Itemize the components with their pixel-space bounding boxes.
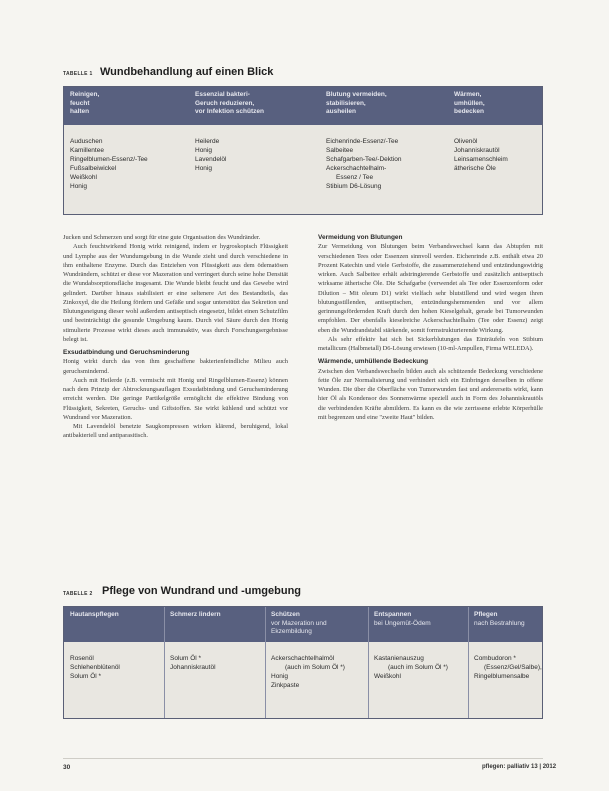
table-1-label: TABELLE 1 [63,71,93,77]
table-1 [63,86,543,215]
table-1-cell: ätherische Öle [454,164,496,172]
section-heading: Wärmende, umhüllende Bedeckung [318,358,429,366]
journal-name: pflegen: palliativ 13 | 2012 [482,764,557,770]
paragraph: Zur Vermeidung von Blutungen beim Verbandswechsel kann das Abtupfen mit verschiedenen Tees oder Essenzen sinnvoll werden. Eichenrinde z.B. enthält etwa 20 Prozent Katechin und viele Gerbstoffe, die zusammenziehend und entzündungswidrig wirken. Auch Salbeitee erhält adstringierende Gerbstoffe und zusätzlich antiseptisch wirksame ätherische Öle. Die Schafgarbe (verwendet als Tee oder Essenzenform oder Dilution – Mit oleum D1) wirkt vielfach sehr blutstillend und wird wegen ihren blutungsstillenden, antiseptischen, entzündungshemmenden und vor allem gerinnungsfördernden Kraft durch den hohen Kieselgehalt, gerade bei Tumorwunden empfohlen. Der ebenfalls kieselreiche Ackerschachtelhalm (Tee oder Essenz) zeigt eben die Wundrandstabil stärkende, somit formstrukturierende Wirkung. [318,243,543,334]
table-1-cell: Johanniskrautöl [454,146,500,154]
footer-rule [63,758,543,759]
table-2-cell: Weißkohl [374,672,401,680]
column-divider [265,607,266,718]
table-2-column [474,655,542,682]
table-2-header-cell: Entspannen bei Ungemüt-Ödem [374,611,431,627]
paragraph: Als sehr effektiv hat sich bei Sickerblutungen das Einträufeln von Stibium metallicum (Halbmetall) D6-Lösung erwiesen (10-ml-Ampullen, Firma WELEDA). [318,335,543,352]
paragraph: Auch feuchtwirkend Honig wirkt reinigend, indem er hygroskopisch Flüssigkeit und Lymphe aus der Wundumgebung in die Wunde zieht und durch verschiedene in ihm enthaltene Enzyme. Durch das Entziehen von Flüssigkeit aus dem ödematösen Wundrändern, schützt er diese vor Mazeration und verringert durch seine hohe Densität die Wundabsorptionsfläche insgesamt. Die Wunde bleibt feucht und das Gewebe wird gelindert. Darüber hinaus stabilisiert er eine seltenere Art des Bestandteils, das Zinkoxyd, die die Heilung fördern und Gefäße und sogar unterstützt das Sekretion und Blutungsneigung dieser wohl außerdem antiseptisch eingesetzt, bildet einen Schutzfilm und beeinträchtigt die gesunde Umgebung kaum. Durch viel Säure durch den Honig stimulierte Prozesse wirkt dieses auch immunaktiv, was durch Forschungsergebnisse belegt ist. [63,243,288,343]
column-divider [468,607,469,718]
table-2-column [170,655,216,673]
body-column-left [63,233,288,441]
table-1-cell: Honig [70,182,87,190]
table-2-column [271,655,345,691]
table-1-cell: Honig [195,164,212,172]
table-2-cell: Honig [271,672,288,680]
table-2-title: Pflege von Wundrand und -umgebung [102,585,302,597]
table-2-cell: Combudoron * [474,655,516,662]
table-1-cell: Lavendelöl [195,155,227,163]
table-2-cell: Kastanienauszug [374,655,424,662]
table-2-header-cell: Schmerz lindern [170,611,221,618]
table-1-cell: Fußsalbeiwickel [70,164,117,172]
table-2-header-cell: Schützen vor Mazeration und Ekzembildung [271,611,327,635]
table-1-column [326,138,402,191]
table-2-column [374,655,448,682]
table-1-cell: Salbeitee [326,146,354,154]
table-2 [63,606,543,719]
table-1-cell: Ringelblumen-Essenz/-Tee [70,155,148,163]
table-2-cell: Solum Öl * [170,655,202,662]
table-1-cell: Kamillentee [70,146,104,154]
table-2-cell: (auch im Solum Öl *) [388,663,448,671]
paragraph: Honig wirkt durch das von ihm geschaffene bakterienfeindliche Milieu auch geruchsmindernd. [63,358,288,375]
paragraph: Auch mit Heilerde (z.B. vermischt mit Honig und Ringelblumen-Essenz) können nach dem Prinzip der Abtrocknungsauflagen Exsudatbindung und Geruchsminderung erreicht werden. Die geringe Partikelgröße ermöglicht die effektive Bindung von Flüssigkeit, Sekreten, Geruchs- und Giftstoffen. Sie wirkt kühlend und schützt vor Wundrand vor Mazeration. [63,376,288,421]
table-2-header-cell: Pflegen nach Bestrahlung [474,611,525,627]
page-number: 30 [63,764,71,771]
table-1-header-cell: Essenzial bakteri- Geruch reduzieren, vor Infektion schützen [195,91,264,115]
table-2-cell: (Essenz/Gel/Salbe), [484,663,542,671]
table-2-cell: Ackerschachtelhalmöl [271,655,335,662]
table-1-cell: Weißkohl [70,173,97,181]
table-2-cell: Ringelblumensalbe [474,672,530,680]
table-1-cell: Ackerschachtelhalm- [326,164,387,172]
table-1-cell: Schafgarben-Tee/-Dektion [326,155,402,163]
paragraph: Zwischen den Verbandswechseln bilden auch als schützende Bedeckung verschiedene fette Öle zur Normalisierung und verhindert sich ein Einbringen derselben in offene Wunden. Die über die Oberfläche von Tumorwunden fast und andererseits wirkt, kann hier Öl als Kondensor des Sonnenwärme speziell auch in Form des Johanniskrautöls die verbindenden Kräfte abmildern. Es kann es die wie zerrissene erlebte Körperhülle mit begrenzen und eine "zweite Haut" bilden. [318,367,543,421]
table-1-header-cell: Wärmen, umhüllen, bedecken [454,91,485,115]
table-1-cell: Leinsamenschleim [454,155,508,163]
section-heading: Vermeidung von Blutungen [318,234,403,241]
table-2-header-cell: Hautanspflegen [70,611,119,618]
table-2-label: TABELLE 2 [63,591,93,597]
table-1-header [64,87,542,125]
table-1-column [454,138,508,174]
body-column-right [318,233,543,422]
table-1-cell: Eichenrinde-Essenz/-Tee [326,138,399,145]
table-1-cell: Auduschen [70,138,103,145]
table-2-cell: Schlehenblütenöl [70,663,120,671]
table-1-cell: Honig [195,146,212,154]
table-2-cell: (auch im Solum Öl *) [285,663,345,671]
table-2-cell: Solum Öl * [70,672,102,680]
table-1-header-cell: Blutung vermeiden, stabilisieren, ausheilen [326,91,387,115]
table-1-column [70,138,148,191]
table-1-column [195,138,226,174]
table-1-cell: Olivenöl [454,138,478,145]
table-2-column [70,655,120,682]
table-1-cell: Stibium D6-Lösung [326,182,382,190]
paragraph: Jucken und Schmerzen und sorgt für eine gute Organisation des Wundränder. [63,234,261,241]
paragraph: Mit Lavendelöl benetzte Saugkompressen wirken klärend, beruhigend, lokal antibakteriell und antiparasitisch. [63,423,288,440]
table-2-header [64,607,542,642]
table-1-cell: Heilerde [195,138,220,145]
table-2-cell: Johanniskrautöl [170,663,216,671]
table-1-cell: Essenz / Tee [336,173,374,181]
table-1-title: Wundbehandlung auf einen Blick [100,66,274,78]
column-divider [368,607,369,718]
table-1-header-cell: Reinigen, feucht halten [70,91,100,115]
table-2-cell: Zinkpaste [271,681,300,689]
column-divider [164,607,165,718]
table-2-cell: Rosenöl [70,655,94,662]
section-heading: Exsudatbindung und Geruchsminderung [63,349,190,356]
